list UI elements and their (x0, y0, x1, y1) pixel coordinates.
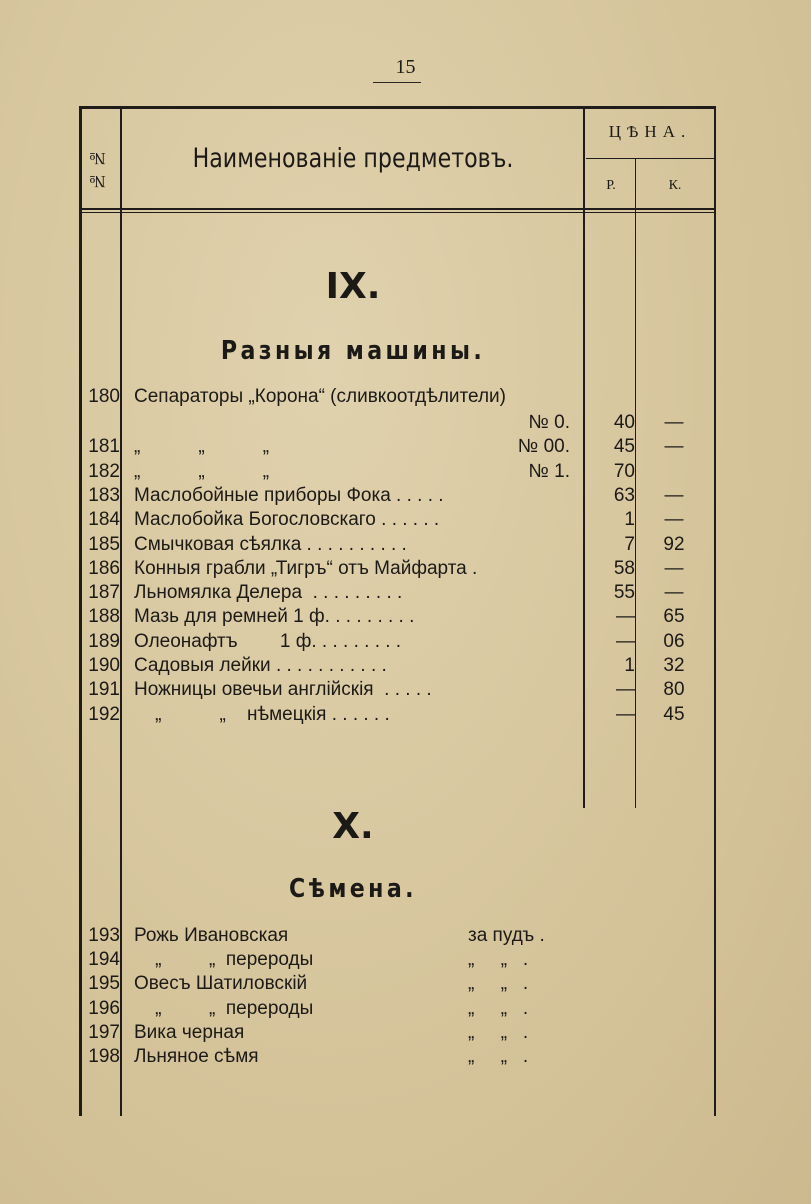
price-split-rule (586, 158, 714, 159)
item-number: 197 (88, 1022, 120, 1043)
rub-column-line (635, 158, 636, 808)
item-name: „ „ „ (134, 436, 270, 457)
item-price-rub: 55 (613, 582, 635, 603)
header-bottom-rule-thin (80, 212, 714, 213)
item-model: № 0. (528, 412, 570, 433)
section-9-roman: IX. (325, 266, 381, 307)
column-header-price: ЦѢНА. (608, 122, 692, 141)
item-name: Маслобойные приборы Фока . . . . . (134, 485, 444, 506)
item-price-kop: 80 (663, 679, 685, 700)
item-number: 198 (88, 1046, 120, 1067)
item-name: Рожь Ивановская (134, 925, 289, 946)
item-price-rub: 58 (613, 558, 635, 579)
item-price-rub: 63 (613, 485, 635, 506)
item-name: Овесъ Шатиловскій (134, 973, 308, 994)
item-number: 180 (88, 386, 120, 407)
item-price-kop: — (664, 558, 684, 579)
page-number-ornament (373, 82, 421, 85)
item-number: 181 (88, 436, 120, 457)
item-name: Олеонафтъ 1 ф. . . . . . . . . (134, 631, 402, 652)
item-name: Ножницы овечьи англійскія . . . . . (134, 679, 432, 700)
item-price-rub: — (616, 704, 635, 725)
item-price-rub: 40 (613, 412, 635, 433)
item-price-rub: 70 (613, 461, 635, 482)
item-price-kop: 92 (663, 534, 685, 555)
item-model: № 00. (517, 436, 570, 457)
item-price-rub: 1 (624, 655, 635, 676)
page-number: 15 (395, 56, 416, 78)
item-number: 194 (88, 949, 120, 970)
item-model: № 1. (528, 461, 570, 482)
item-number: 185 (88, 534, 120, 555)
item-name: „ „ перероды (134, 949, 314, 970)
item-number: 193 (88, 925, 120, 946)
item-price-kop: — (664, 436, 684, 457)
item-price-kop: — (664, 582, 684, 603)
item-name: Садовыя лейки . . . . . . . . . . . (134, 655, 387, 676)
item-price-rub: — (616, 631, 635, 652)
item-number: 186 (88, 558, 120, 579)
item-name: Маслобойка Богословскаго . . . . . . (134, 509, 440, 530)
column-header-kop: К. (668, 178, 682, 193)
item-price-rub: 1 (624, 509, 635, 530)
item-price-kop: 45 (663, 704, 685, 725)
header-bottom-rule (80, 208, 714, 210)
item-name: Сепараторы „Корона“ (сливкоотдѣлители) (134, 386, 506, 407)
item-number: 195 (88, 973, 120, 994)
item-name: Льняное сѣмя (134, 1046, 259, 1067)
section-10-roman: X. (332, 806, 374, 847)
item-number: 196 (88, 998, 120, 1019)
item-price-rub: — (616, 679, 635, 700)
item-name: Смычковая сѣялка . . . . . . . . . . (134, 534, 407, 555)
item-price-kop: — (664, 509, 684, 530)
item-number: 183 (88, 485, 120, 506)
item-unit: „ „ . (468, 998, 529, 1019)
item-number: 191 (88, 679, 120, 700)
num-column-line (120, 108, 122, 1116)
item-price-kop: — (664, 412, 684, 433)
item-name: Мазь для ремней 1 ф. . . . . . . . . (134, 606, 415, 627)
item-name: „ „ „ (134, 461, 270, 482)
item-name: Льномялка Делера . . . . . . . . . (134, 582, 403, 603)
item-price-rub: 7 (624, 534, 635, 555)
item-unit: „ „ . (468, 1022, 529, 1043)
item-number: 188 (88, 606, 120, 627)
item-name: Конныя грабли „Тигръ“ отъ Майфарта . (134, 558, 478, 579)
item-unit: „ „ . (468, 1046, 529, 1067)
name-column-line (583, 108, 585, 808)
item-price-kop: — (664, 485, 684, 506)
item-number: 187 (88, 582, 120, 603)
item-number: 182 (88, 461, 120, 482)
column-header-number: № № (88, 148, 107, 192)
item-price-kop: 32 (663, 655, 685, 676)
section-10-title: Сѣмена. (289, 874, 417, 904)
section-9-title: Разныя машины. (220, 336, 486, 366)
item-name: „ „ перероды (134, 998, 314, 1019)
item-price-rub: — (616, 606, 635, 627)
item-unit: „ „ . (468, 949, 529, 970)
item-number: 192 (88, 704, 120, 725)
item-number: 190 (88, 655, 120, 676)
item-name: „ „ нѣмецкія . . . . . . (134, 704, 390, 725)
item-price-rub: 45 (613, 436, 635, 457)
column-header-title: Наименованіе предметовъ. (192, 143, 514, 174)
item-name: Вика черная (134, 1022, 245, 1043)
item-number: 189 (88, 631, 120, 652)
item-price-kop: 65 (663, 606, 685, 627)
item-number: 184 (88, 509, 120, 530)
item-price-kop: 06 (663, 631, 685, 652)
item-unit: „ „ . (468, 973, 529, 994)
column-header-rub: Р. (606, 178, 616, 193)
item-unit: за пудъ . (468, 925, 545, 946)
